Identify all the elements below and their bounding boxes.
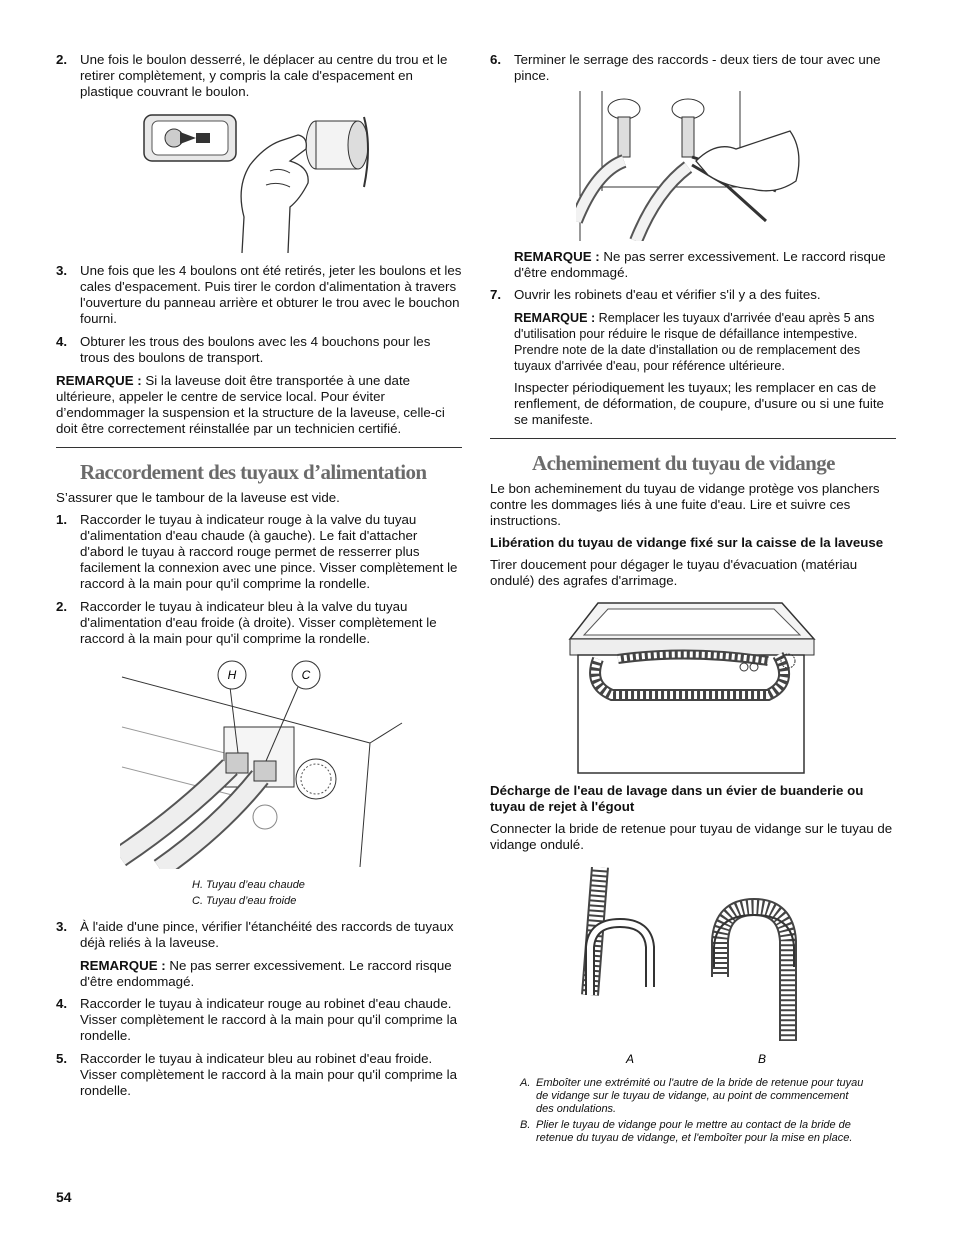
release-text: Tirer doucement pour dégager le tuyau d'évacuation (matériau ondulé) des agrafes d'arrimage. (490, 557, 858, 588)
step-number: 2. (56, 52, 68, 67)
connect-step-5 (56, 1051, 462, 1099)
remark-label: REMARQUE : (514, 249, 600, 264)
step-number: 4. (56, 334, 68, 349)
step-number: 4. (56, 996, 68, 1011)
remark-label: REMARQUE : (80, 958, 166, 973)
step-number: 5. (56, 1051, 68, 1066)
label-a: A (625, 1052, 635, 1066)
subheading-release: Libération du tuyau de vidange fixé sur la caisse de la laveuse (490, 535, 884, 550)
remark-label: REMARQUE : (56, 373, 142, 388)
step-number: 1. (56, 512, 68, 527)
section-heading: Raccordement des tuyaux d’alimentation (80, 460, 427, 484)
caption-cold: C. Tuyau d’eau froide (192, 895, 297, 907)
caption-text: Plier le tuyau de vidange pour le mettre au contact de la bride de retenue du tuyau de vidange, et l'emboîter pour la mise en place. (536, 1119, 853, 1144)
discharge-text: Connecter la bride de retenue pour tuyau de vidange sur le tuyau de vidange ondulé. (490, 821, 893, 852)
step-text: Obturer les trous des boulons avec les 4 bouchons pour les trous des boulons de transport. (80, 334, 431, 365)
step-4 (56, 334, 462, 366)
step-7-remark (490, 310, 896, 374)
section-intro: S’assurer que le tambour de la laveuse est vide. (56, 490, 340, 505)
step-text: Une fois que les 4 boulons ont été retirés, jeter les boulons et les cales d'espacement. Puis tirer le cordon d'alimentation à travers l'ouverture du panneau arrière et obturer le trou avec le bouchon fourni. (80, 263, 462, 326)
washer-drain-hose-illustration (568, 599, 818, 775)
caption-key: A. (520, 1077, 531, 1089)
step-text: À l'aide d'une pince, vérifier l'étanchéité des raccords de tuyaux déjà reliés à la laveuse. (80, 919, 454, 950)
pliers-tightening-illustration (576, 91, 806, 241)
section-intro: Le bon acheminement du tuyau de vidange protège vos planchers contre les dommages liés à une fuite d'eau. Lire et suivre ces instructions. (490, 481, 880, 528)
drain-hose-clip-illustration (570, 867, 820, 1067)
label-b: B (757, 1052, 767, 1066)
label-h: H (227, 668, 237, 682)
connect-step-2 (56, 599, 462, 647)
caption-text: Emboîter une extrémité ou l'autre de la bride de retenue pour tuyau de vidange sur le tuyau de vidange, au point de commencement des ondulations. (536, 1077, 864, 1115)
figure-caption (192, 877, 462, 909)
left-column (56, 52, 462, 1106)
caption-hot: H. Tuyau d’eau chaude (192, 879, 305, 891)
step-text: Raccorder le tuyau à indicateur rouge au robinet d'eau chaude. Visser complètement le raccord à la main pour qu'il comprime la rondelle. (80, 996, 457, 1043)
connect-step-3 (56, 919, 462, 951)
connect-step-1 (56, 512, 462, 592)
step-number: 6. (490, 52, 502, 67)
remark-label: REMARQUE : (514, 311, 596, 325)
step-number: 3. (56, 919, 68, 934)
step-text: Une fois le boulon desserré, le déplacer au centre du trou et le retirer complètement, y compris la cale d'espacement en plastique couvrant le boulon. (80, 52, 448, 99)
step-3 (56, 263, 462, 327)
step-2 (56, 52, 462, 100)
caption-a (520, 1077, 868, 1116)
connect-3-remark (56, 958, 462, 990)
step-text: Ouvrir les robinets d'eau et vérifier s'il y a des fuites. (514, 287, 821, 302)
right-column (490, 52, 896, 1148)
connect-step-4 (56, 996, 462, 1044)
section-divider (56, 447, 462, 448)
bolt-removal-illustration (140, 107, 470, 255)
step-6-remark (490, 249, 896, 281)
step-number: 2. (56, 599, 68, 614)
step-number: 7. (490, 287, 502, 302)
remark-text: Remplacer les tuyaux d'arrivée d'eau après 5 ans d'utilisation pour réduire le risque de défaillance intempestive. Prendre note de la date d'installation ou de remplacement des tuyaux d'arrivée d'eau, pour référence ultérieure. (514, 311, 875, 373)
label-c: C (301, 668, 311, 682)
page-number: 54 (56, 1189, 72, 1205)
remark-text: Ne pas serrer excessivement. Le raccord risque d'être endommagé. (514, 249, 886, 280)
remark-text: Si la laveuse doit être transportée à une date ultérieure, appeler le centre de service local. Pour éviter d’endommager la suspension et la structure de la laveuse, celle-ci doit être correctement réinstallée par un technicien certifié. (56, 373, 445, 436)
step-7 (490, 287, 896, 303)
subheading-discharge: Décharge de l'eau de lavage dans un évier de buanderie ou tuyau de rejet à l'égout (490, 783, 864, 814)
remark-text: Ne pas serrer excessivement. Le raccord risque d'être endommagé. (80, 958, 452, 989)
inspect-note: Inspecter périodiquement les tuyaux; les remplacer en cas de renflement, de déformation, de coupure, d'usure ou si une fuite se manifeste. (514, 380, 884, 427)
step-text: Raccorder le tuyau à indicateur bleu au robinet d'eau froide. Visser complètement le raccord à la main pour qu'il comprime la rondelle. (80, 1051, 457, 1098)
step-number: 3. (56, 263, 68, 278)
caption-b (520, 1119, 868, 1145)
section-heading: Acheminement du tuyau de vidange (532, 451, 835, 475)
section-divider (490, 438, 896, 439)
transport-remark (56, 373, 462, 437)
caption-key: B. (520, 1119, 531, 1131)
hose-connection-illustration (120, 657, 410, 869)
step-text: Terminer le serrage des raccords - deux tiers de tour avec une pince. (514, 52, 881, 83)
step-6 (490, 52, 896, 84)
drain-hose-captions (520, 1077, 868, 1145)
step-text: Raccorder le tuyau à indicateur bleu à la valve du tuyau d'alimentation d'eau froide (à droite). Visser complètement le raccord à la main pour qu'il comprime la rondelle. (80, 599, 437, 646)
step-text: Raccorder le tuyau à indicateur rouge à la valve du tuyau d'alimentation d'eau chaude (à gauche). Le fait d'attacher d'abord le tuyau à raccord rouge permet de resserrer plus facilement la connexion avec une pince. Visser complètement le raccord à la main pour qu'il comprime la rondelle. (80, 512, 458, 591)
